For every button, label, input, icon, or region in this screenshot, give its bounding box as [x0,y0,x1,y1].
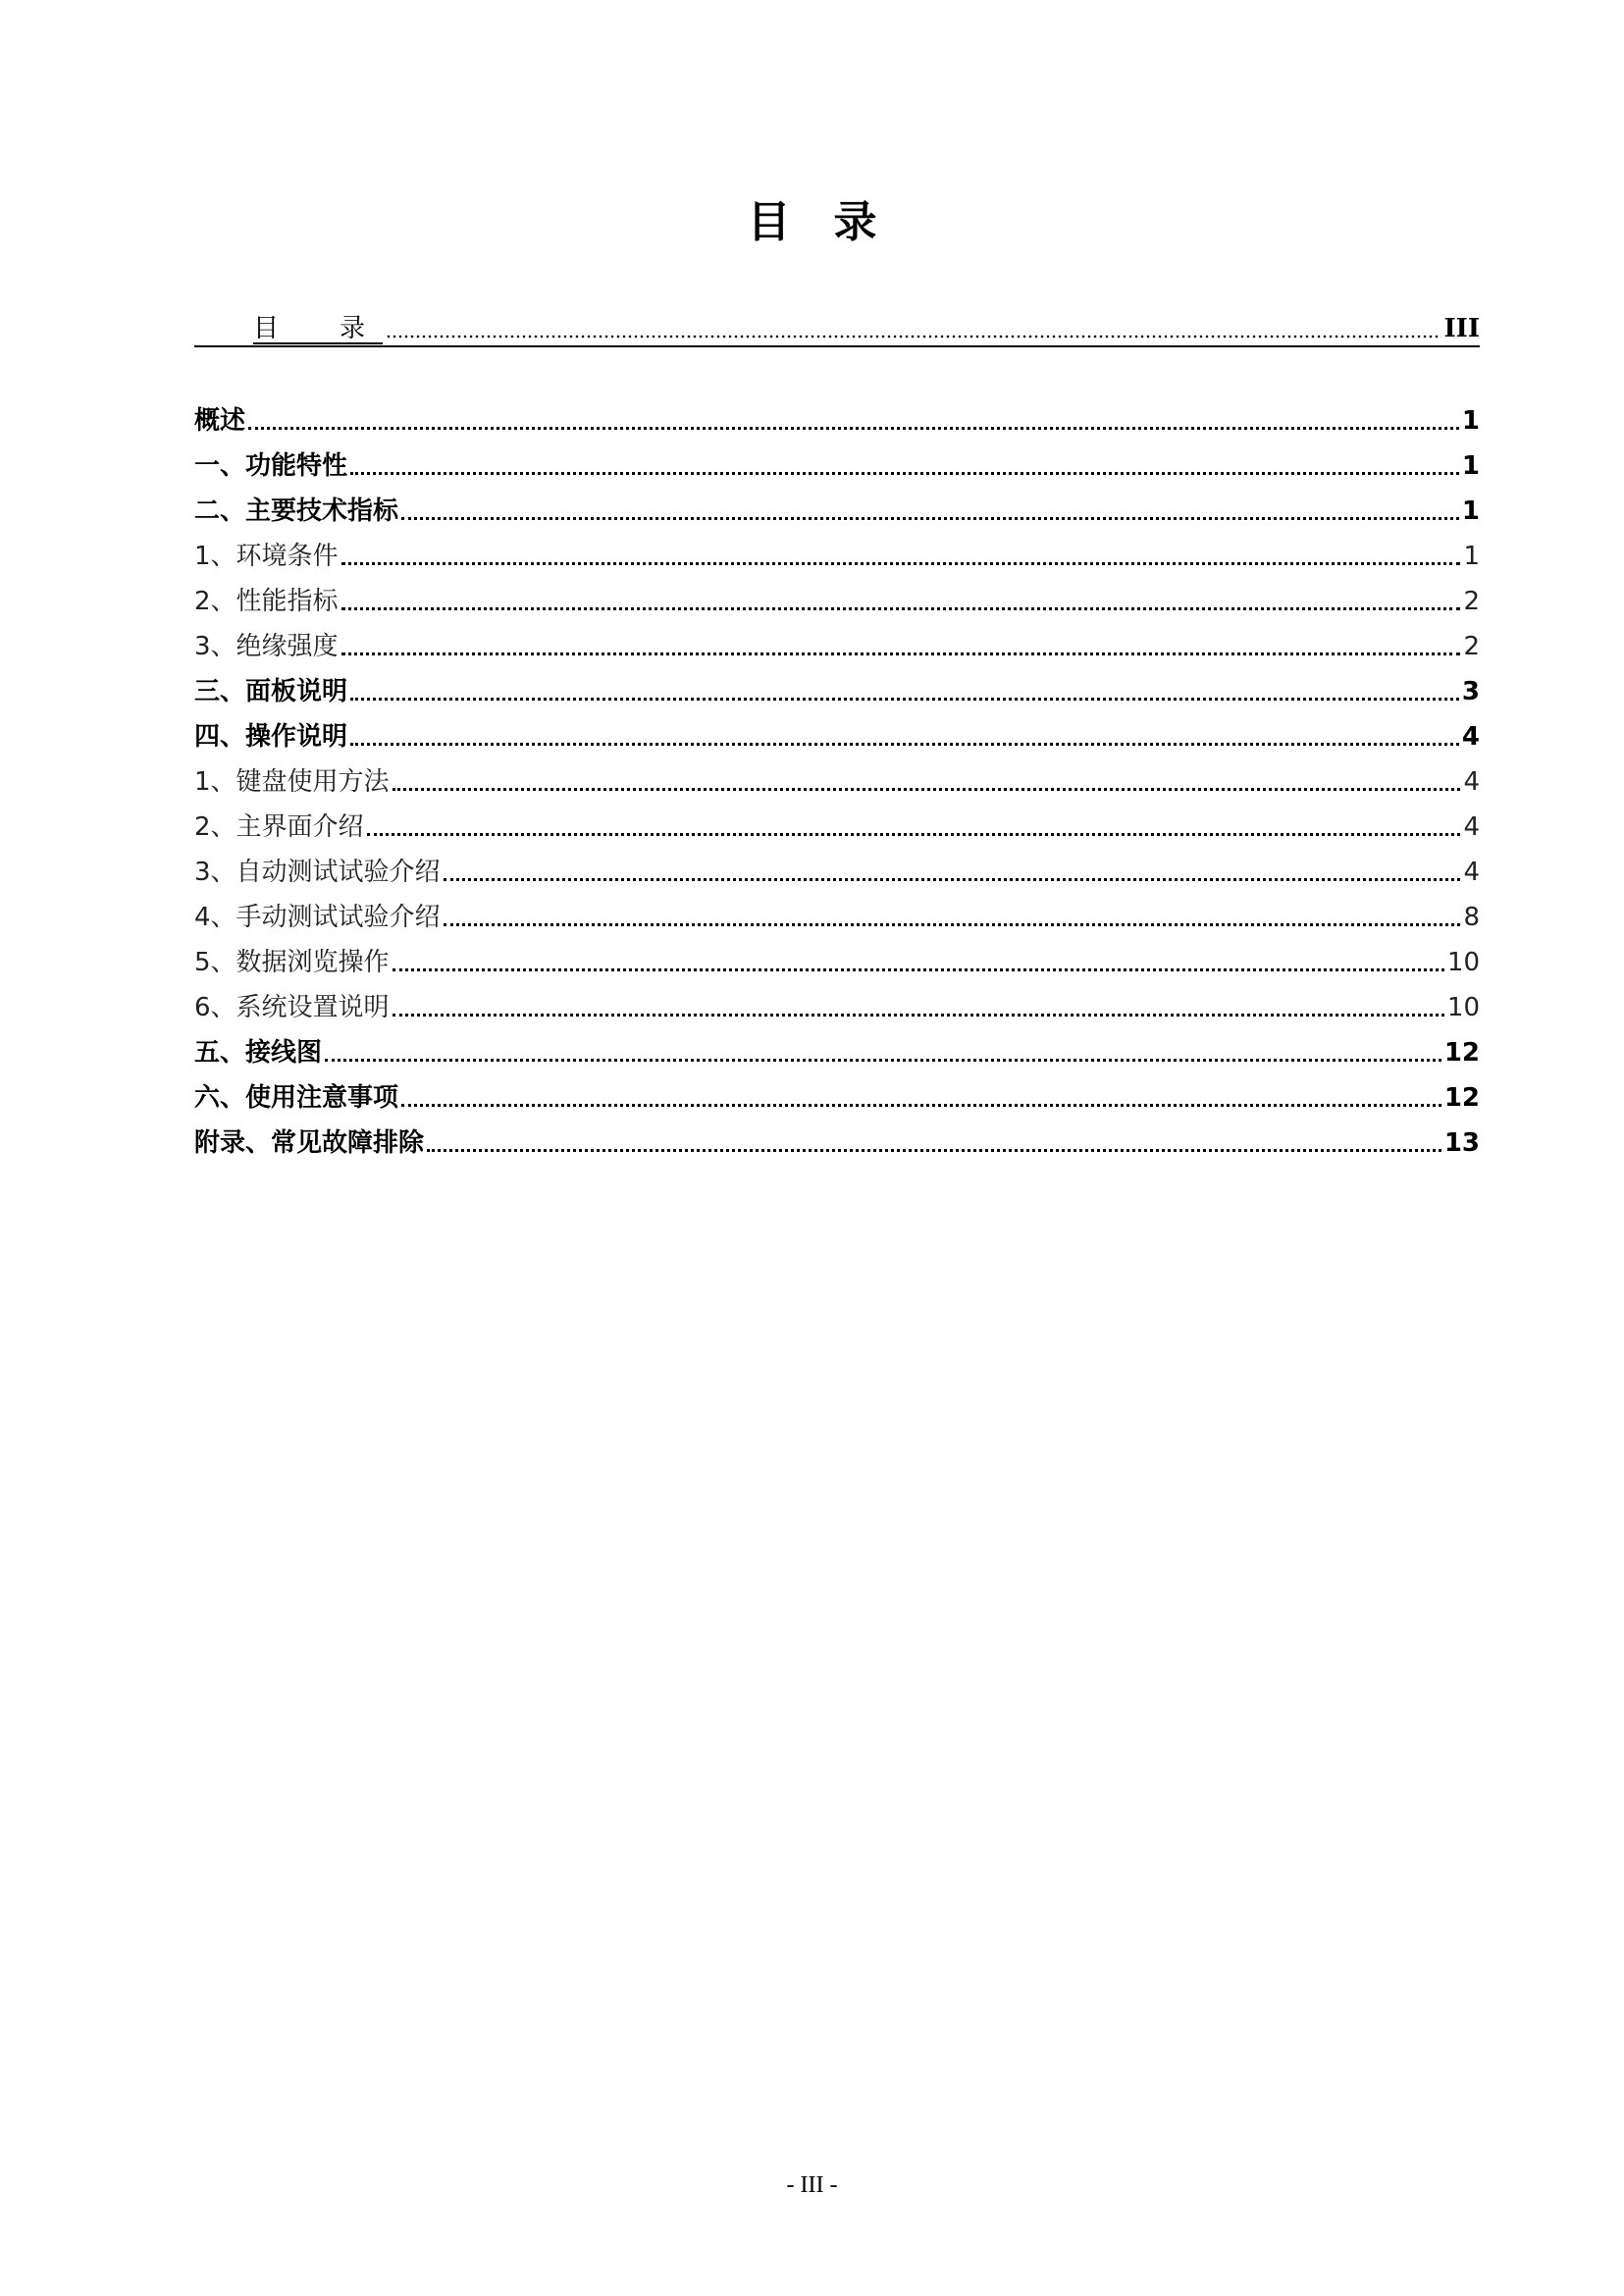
toc-entry[interactable] [194,534,1480,573]
toc-page-number: 2 [1463,632,1480,661]
toc-leader-dots [350,471,1459,475]
toc-page-number: 1 [1461,451,1480,481]
toc-leader-dots [401,516,1459,520]
toc-page-number: 4 [1463,812,1480,842]
toc-entry-label: 3、绝缘强度 [194,632,339,661]
toc-entry-label: 2、性能指标 [194,587,339,616]
toc-entry-label: 附录、常见故障排除 [194,1128,425,1158]
toc-page-number: 1 [1461,406,1480,436]
toc-page-number: 13 [1443,1128,1480,1158]
toc-entry-label: 五、接线图 [194,1038,323,1068]
toc-entry[interactable] [194,1075,1480,1115]
toc-entry[interactable] [194,1030,1480,1070]
toc-entry-label: 2、主界面介绍 [194,812,364,842]
toc-entry[interactable] [194,398,1480,438]
toc-page-number: 12 [1443,1038,1480,1068]
toc-leader-dots [393,967,1444,971]
toc-entry[interactable] [194,805,1480,844]
toc-entry[interactable] [194,850,1480,889]
toc-leader-dots [350,697,1459,701]
toc-entry-label: 一、功能特性 [194,451,348,481]
toc-page-number: 4 [1463,858,1480,887]
toc-entry[interactable] [194,624,1480,663]
toc-entry[interactable] [194,940,1480,979]
toc-page-number: 8 [1463,903,1480,932]
toc-leader-dots [444,922,1461,926]
toc-page-number: 10 [1446,993,1480,1022]
toc-leader-dots [248,426,1459,430]
toc-entry[interactable] [194,579,1480,618]
toc-entry-label: 三、面板说明 [194,677,348,706]
toc-leader-dots [444,877,1461,881]
toc-entry-label: 概述 [194,406,246,436]
toc-entry-label: 6、系统设置说明 [194,993,390,1022]
toc-entry-label: 1、环境条件 [194,542,339,571]
toc-entry-label: 二、主要技术指标 [194,496,399,526]
toc-page-number: 4 [1463,767,1480,797]
toc-leader-dots [367,832,1461,836]
toc-leader-dots [386,335,1441,340]
toc-leader-dots [350,742,1459,746]
toc-leader-dots [401,1103,1441,1107]
toc-page-number: 2 [1463,587,1480,616]
toc-entry[interactable] [194,714,1480,754]
toc-entry[interactable] [194,895,1480,934]
toc-leader-dots [341,606,1461,610]
toc-leader-dots [325,1058,1441,1062]
toc-entry-label: 1、键盘使用方法 [194,767,390,797]
page-title: 目 录 [747,197,877,247]
page-number-footer: - III - [786,2172,838,2198]
toc-leader-dots [341,561,1461,565]
toc-entry[interactable] [194,759,1480,799]
toc-entry[interactable] [194,985,1480,1024]
toc-page-number: 1 [1463,542,1480,571]
toc-leader-dots [427,1148,1441,1152]
toc-leader-dots [341,652,1461,655]
toc-leader-dots [393,787,1461,791]
toc-entry-label: 四、操作说明 [194,722,348,752]
toc-entry-label: 4、手动测试试验介绍 [194,903,441,932]
toc-page-number: 10 [1446,948,1480,977]
toc-entry-label: 六、使用注意事项 [194,1083,399,1113]
toc-entry[interactable] [194,444,1480,483]
toc-page-number: 1 [1461,496,1480,526]
toc-page-number: 12 [1443,1083,1480,1113]
toc-entry[interactable] [194,669,1480,708]
toc-entry-label: 3、自动测试试验介绍 [194,858,441,887]
toc-entry[interactable] [194,489,1480,528]
toc-page-number: III [1443,314,1480,343]
toc-entry-label: 目 录 [253,314,384,343]
toc-entry-contents[interactable] [194,304,1480,347]
toc-entry[interactable] [194,1121,1480,1160]
toc-entry-label: 5、数据浏览操作 [194,948,390,977]
toc-page-number: 4 [1461,722,1480,752]
toc-leader-dots [393,1013,1444,1017]
table-of-contents [194,0,1480,2296]
toc-page-number: 3 [1461,677,1480,706]
